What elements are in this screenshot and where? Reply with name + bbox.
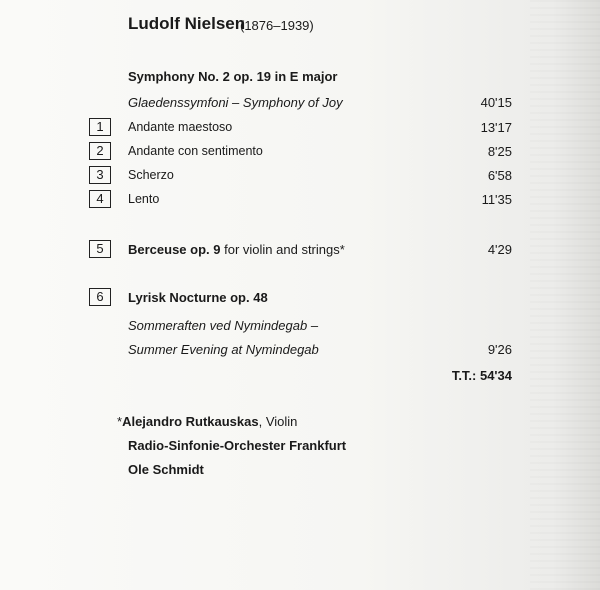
berceuse-title-bold: Berceuse op. 9 [128,242,221,257]
right-edge-bleed [530,0,600,590]
track-number-1: 1 [89,118,111,136]
nocturne-title: Lyrisk Nocturne op. 48 [128,290,268,305]
track-number-4: 4 [89,190,111,208]
movement-3-duration: 6'58 [487,168,512,183]
movement-3-name: Scherzo [128,168,174,182]
orchestra-credit: Radio-Sinfonie-Orchester Frankfurt [128,438,347,453]
nocturne-duration: 9'26 [487,342,512,357]
conductor-credit: Ole Schmidt [128,462,204,477]
soloist-name: Alejandro Rutkauskas [122,414,259,429]
track-number-5: 5 [89,240,111,258]
track-number-6: 6 [89,288,111,306]
symphony-title: Symphony No. 2 op. 19 in E major [128,69,338,84]
movement-1-duration: 13'17 [480,120,512,135]
berceuse-duration: 4'29 [487,242,512,257]
movement-2-duration: 8'25 [487,144,512,159]
nocturne-subtitle-line2: Summer Evening at Nymindegab [128,342,319,357]
berceuse-title [128,242,345,257]
total-time: T.T.: 54'34 [451,368,512,383]
movement-2-name: Andante con sentimento [128,144,263,158]
track-number-2: 2 [89,142,111,160]
soloist-credit [117,414,297,429]
symphony-total-duration: 40'15 [480,95,512,110]
movement-1-name: Andante maestoso [128,120,233,134]
soloist-role: , Violin [258,414,298,429]
track-number-3: 3 [89,166,111,184]
composer-name: Ludolf Nielsen [128,14,246,33]
composer-years: (1876–1939) [240,18,314,33]
berceuse-title-rest: for violin and strings* [224,242,345,257]
movement-4-name: Lento [128,192,160,206]
nocturne-subtitle-line1: Sommeraften ved Nymindegab – [128,318,319,333]
soloist-asterisk: * [117,414,123,429]
symphony-subtitle: Glaedenssymfoni – Symphony of Joy [128,95,343,110]
movement-4-duration: 11'35 [481,192,512,207]
